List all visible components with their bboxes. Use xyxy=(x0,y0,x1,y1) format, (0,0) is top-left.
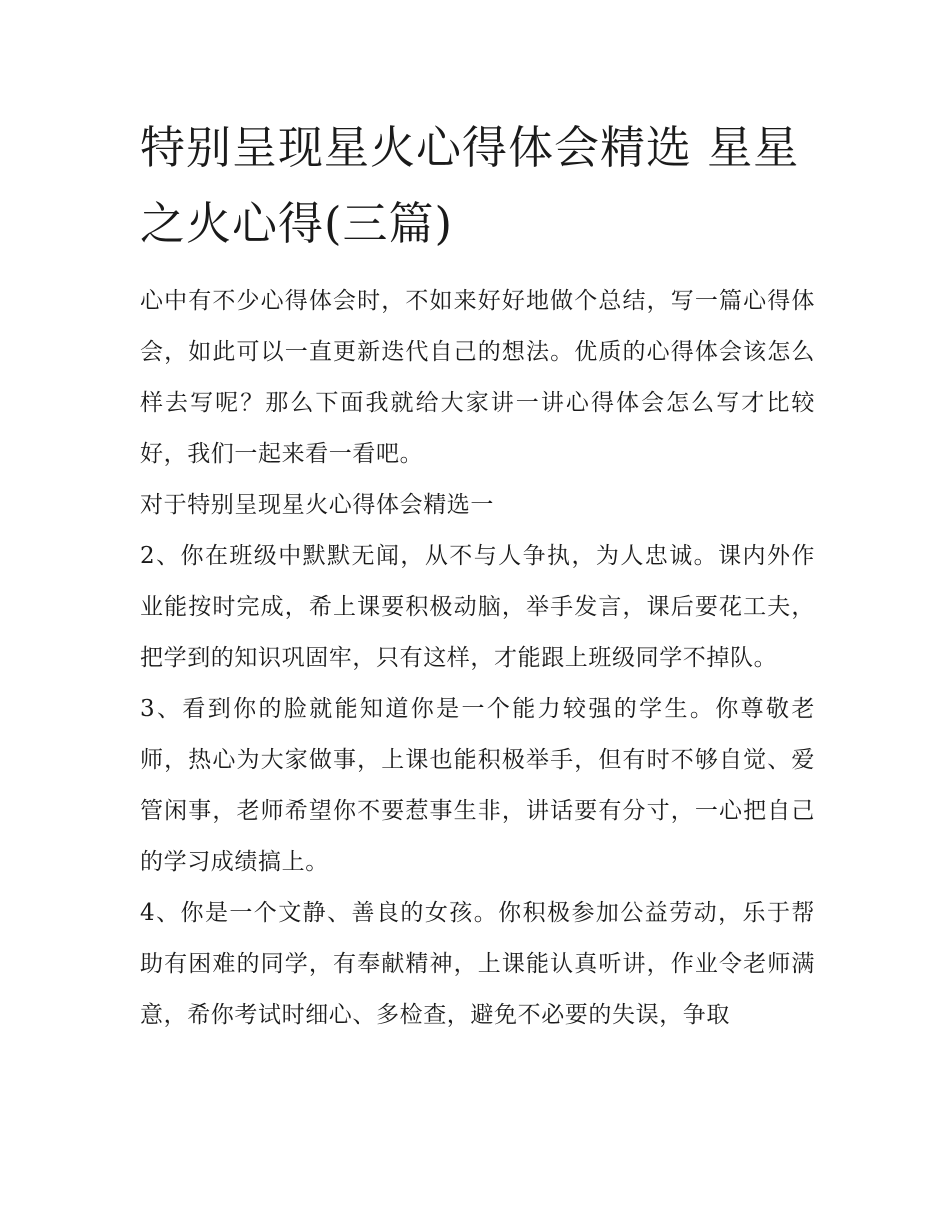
document-title: 特别呈现星火心得体会精选 星星之火心得(三篇) xyxy=(140,121,800,250)
paragraph-section-heading: 对于特别呈现星火心得体会精选一 xyxy=(140,492,494,518)
document-body xyxy=(140,276,815,1041)
paragraph-item-4: 4、你是一个文静、善良的女孩。你积极参加公益劳动，乐于帮助有困难的同学，有奉献精神，上课能认真听讲，作业令老师满意，希你考试时细心、多检查，避免不必要的失误，争取 xyxy=(140,900,815,1028)
paragraph-intro: 心中有不少心得体会时，不如来好好地做个总结，写一篇心得体会，如此可以一直更新迭代自己的想法。优质的心得体会该怎么样去写呢？那么下面我就给大家讲一讲心得体会怎么写才比较好，我们一起来看一看吧。 xyxy=(140,288,815,467)
paragraph-item-2: 2、你在班级中默默无闻，从不与人争执，为人忠诚。课内外作业能按时完成，希上课要积极动脑，举手发言，课后要花工夫，把学到的知识巩固牢，只有这样，才能跟上班级同学不掉队。 xyxy=(140,543,815,671)
paragraph-item-3: 3、看到你的脸就能知道你是一个能力较强的学生。你尊敬老师，热心为大家做事，上课也能积极举手，但有时不够自觉、爱管闲事，老师希望你不要惹事生非，讲话要有分寸，一心把自己的学习成绩搞上。 xyxy=(140,696,815,875)
document-page xyxy=(140,110,815,1041)
